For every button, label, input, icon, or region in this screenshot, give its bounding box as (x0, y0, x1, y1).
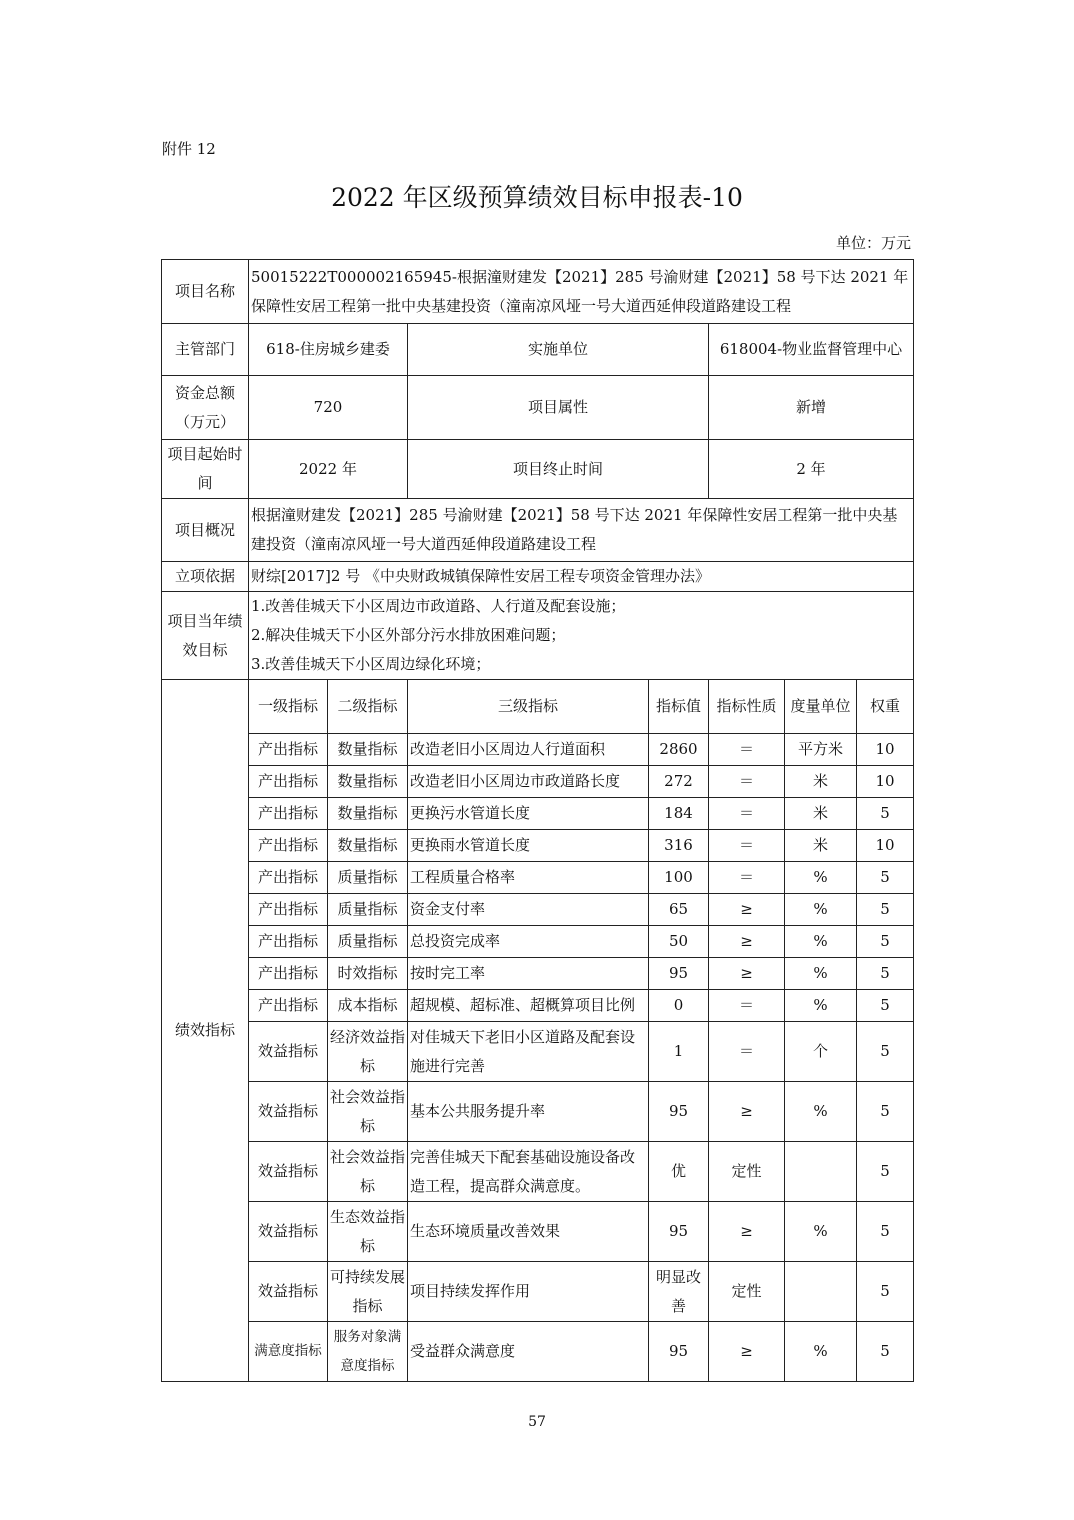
project-name: 50015222T000002165945-根据潼财建发【2021】285 号渝财建【2021】58 号下达 2021 年保障性安居工程第一批中央基建投资（潼南凉风垭一号大道西延伸段道路建设工程 (249, 260, 914, 324)
cell-nature: 定性 (709, 1142, 785, 1202)
cell-nature: ≥ (709, 1082, 785, 1142)
table-row (162, 926, 914, 958)
cell-level1: 效益指标 (249, 1262, 328, 1322)
cell-level1: 产出指标 (249, 798, 328, 830)
cell-value: 100 (649, 862, 709, 894)
cell-weight: 5 (857, 958, 914, 990)
cell-unit: % (785, 1202, 857, 1262)
cell-value: 272 (649, 766, 709, 798)
fund-value: 720 (249, 376, 408, 440)
cell-nature: ≥ (709, 1202, 785, 1262)
cell-unit: % (785, 894, 857, 926)
cell-nature: ≥ (709, 894, 785, 926)
cell-unit: % (785, 990, 857, 1022)
table-row (162, 1022, 914, 1082)
table-row (162, 1082, 914, 1142)
cell-unit (785, 1262, 857, 1322)
cell-level3: 按时完工率 (408, 958, 649, 990)
cell-value: 95 (649, 958, 709, 990)
table-row (162, 1322, 914, 1382)
cell-value: 184 (649, 798, 709, 830)
column-header: 三级指标 (408, 680, 649, 734)
goal-item: 3.改善佳城天下小区周边绿化环境； (251, 655, 491, 673)
cell-level2: 社会效益指标 (328, 1082, 408, 1142)
cell-level1: 产出指标 (249, 958, 328, 990)
cell-level1: 产出指标 (249, 894, 328, 926)
cell-level3: 基本公共服务提升率 (408, 1082, 649, 1142)
cell-value: 50 (649, 926, 709, 958)
cell-level3: 改造老旧小区周边市政道路长度 (408, 766, 649, 798)
cell-level3: 受益群众满意度 (408, 1322, 649, 1382)
cell-level2: 数量指标 (328, 798, 408, 830)
cell-level2: 服务对象满意度指标 (328, 1322, 408, 1382)
column-header: 二级指标 (328, 680, 408, 734)
cell-level3: 工程质量合格率 (408, 862, 649, 894)
column-header: 一级指标 (249, 680, 328, 734)
impl-label: 实施单位 (408, 324, 709, 376)
table-row (162, 1262, 914, 1322)
cell-weight: 10 (857, 734, 914, 766)
cell-unit: % (785, 1322, 857, 1382)
cell-level3: 总投资完成率 (408, 926, 649, 958)
dept-label: 主管部门 (162, 324, 249, 376)
cell-level2: 时效指标 (328, 958, 408, 990)
cell-level2: 社会效益指标 (328, 1142, 408, 1202)
start-label: 项目起始时间 (162, 440, 249, 499)
cell-level2: 质量指标 (328, 894, 408, 926)
goal-label: 项目当年绩效目标 (162, 592, 249, 680)
cell-nature: ＝ (709, 734, 785, 766)
attr-label: 项目属性 (408, 376, 709, 440)
cell-value: 1 (649, 1022, 709, 1082)
cell-level1: 产出指标 (249, 862, 328, 894)
cell-unit: % (785, 1082, 857, 1142)
cell-unit: % (785, 958, 857, 990)
cell-level2: 数量指标 (328, 830, 408, 862)
table-row (162, 990, 914, 1022)
cell-level2: 可持续发展指标 (328, 1262, 408, 1322)
cell-level2: 数量指标 (328, 766, 408, 798)
cell-level1: 产出指标 (249, 830, 328, 862)
cell-nature: 定性 (709, 1262, 785, 1322)
cell-value: 明显改善 (649, 1262, 709, 1322)
cell-unit: % (785, 926, 857, 958)
cell-weight: 5 (857, 862, 914, 894)
attr-value: 新增 (709, 376, 914, 440)
column-header: 度量单位 (785, 680, 857, 734)
cell-level1: 产出指标 (249, 990, 328, 1022)
fund-label: 资金总额（万元） (162, 376, 249, 440)
cell-nature: ＝ (709, 766, 785, 798)
cell-level2: 质量指标 (328, 862, 408, 894)
cell-nature: ＝ (709, 990, 785, 1022)
column-header: 权重 (857, 680, 914, 734)
cell-weight: 5 (857, 1142, 914, 1202)
dept-value: 618-住房城乡建委 (249, 324, 408, 376)
cell-level2: 生态效益指标 (328, 1202, 408, 1262)
cell-weight: 5 (857, 990, 914, 1022)
cell-unit: 米 (785, 830, 857, 862)
cell-level2: 数量指标 (328, 734, 408, 766)
cell-nature: ＝ (709, 1022, 785, 1082)
end-label: 项目终止时间 (408, 440, 709, 499)
cell-nature: ＝ (709, 830, 785, 862)
overview-label: 项目概况 (162, 499, 249, 562)
column-header: 指标性质 (709, 680, 785, 734)
goal-item: 1.改善佳城天下小区周边市政道路、人行道及配套设施； (251, 597, 626, 615)
cell-level3: 更换雨水管道长度 (408, 830, 649, 862)
basis-label: 立项依据 (162, 562, 249, 592)
table-row (162, 734, 914, 766)
cell-nature: ≥ (709, 926, 785, 958)
cell-level1: 产出指标 (249, 926, 328, 958)
cell-weight: 10 (857, 830, 914, 862)
budget-table (161, 259, 914, 1382)
cell-weight: 5 (857, 1082, 914, 1142)
cell-unit: % (785, 862, 857, 894)
table-row (162, 894, 914, 926)
cell-value: 优 (649, 1142, 709, 1202)
unit-label: 单位：万元 (835, 234, 911, 252)
cell-unit: 米 (785, 766, 857, 798)
start-value: 2022 年 (249, 440, 408, 499)
cell-value: 95 (649, 1322, 709, 1382)
cell-level2: 成本指标 (328, 990, 408, 1022)
cell-level2: 质量指标 (328, 926, 408, 958)
cell-level1: 效益指标 (249, 1202, 328, 1262)
goal-list (249, 592, 914, 680)
cell-level3: 项目持续发挥作用 (408, 1262, 649, 1322)
end-value: 2 年 (709, 440, 914, 499)
cell-unit: 个 (785, 1022, 857, 1082)
cell-level1: 产出指标 (249, 734, 328, 766)
cell-nature: ≥ (709, 958, 785, 990)
page-title: 2022 年区级预算绩效目标申报表-10 (331, 183, 743, 212)
cell-unit: 平方米 (785, 734, 857, 766)
cell-level3: 改造老旧小区周边人行道面积 (408, 734, 649, 766)
table-row (162, 958, 914, 990)
column-header: 指标值 (649, 680, 709, 734)
cell-level3: 超规模、超标准、超概算项目比例 (408, 990, 649, 1022)
cell-level2: 经济效益指标 (328, 1022, 408, 1082)
impl-value: 618004-物业监督管理中心 (709, 324, 914, 376)
basis-value: 财综[2017]2 号 《中央财政城镇保障性安居工程专项资金管理办法》 (249, 562, 914, 592)
cell-nature: ＝ (709, 862, 785, 894)
cell-level3: 对佳城天下老旧小区道路及配套设施进行完善 (408, 1022, 649, 1082)
goal-item: 2.解决佳城天下小区外部分污水排放困难问题； (251, 626, 566, 644)
attachment-label: 附件 12 (162, 140, 216, 158)
project-name-label: 项目名称 (162, 260, 249, 324)
cell-level3: 完善佳城天下配套基础设施设备改造工程，提高群众满意度。 (408, 1142, 649, 1202)
cell-weight: 5 (857, 1202, 914, 1262)
cell-level1: 满意度指标 (249, 1322, 328, 1382)
table-row (162, 798, 914, 830)
cell-nature: ≥ (709, 1322, 785, 1382)
cell-value: 0 (649, 990, 709, 1022)
cell-value: 65 (649, 894, 709, 926)
cell-weight: 5 (857, 926, 914, 958)
cell-weight: 10 (857, 766, 914, 798)
cell-level1: 效益指标 (249, 1082, 328, 1142)
cell-value: 95 (649, 1202, 709, 1262)
cell-weight: 5 (857, 1022, 914, 1082)
cell-nature: ＝ (709, 798, 785, 830)
cell-level1: 产出指标 (249, 766, 328, 798)
cell-unit: 米 (785, 798, 857, 830)
cell-level3: 生态环境质量改善效果 (408, 1202, 649, 1262)
table-row (162, 1202, 914, 1262)
table-row (162, 766, 914, 798)
cell-level1: 效益指标 (249, 1142, 328, 1202)
cell-value: 2860 (649, 734, 709, 766)
overview-value: 根据潼财建发【2021】285 号渝财建【2021】58 号下达 2021 年保障性安居工程第一批中央基建投资（潼南凉风垭一号大道西延伸段道路建设工程 (249, 499, 914, 562)
cell-weight: 5 (857, 1322, 914, 1382)
cell-level3: 更换污水管道长度 (408, 798, 649, 830)
cell-level1: 效益指标 (249, 1022, 328, 1082)
table-row (162, 1142, 914, 1202)
cell-level3: 资金支付率 (408, 894, 649, 926)
cell-weight: 5 (857, 1262, 914, 1322)
page-number: 57 (528, 1414, 546, 1430)
cell-unit (785, 1142, 857, 1202)
perf-label: 绩效指标 (162, 680, 249, 1382)
table-row (162, 862, 914, 894)
cell-weight: 5 (857, 894, 914, 926)
cell-weight: 5 (857, 798, 914, 830)
table-row (162, 830, 914, 862)
cell-value: 316 (649, 830, 709, 862)
cell-value: 95 (649, 1082, 709, 1142)
